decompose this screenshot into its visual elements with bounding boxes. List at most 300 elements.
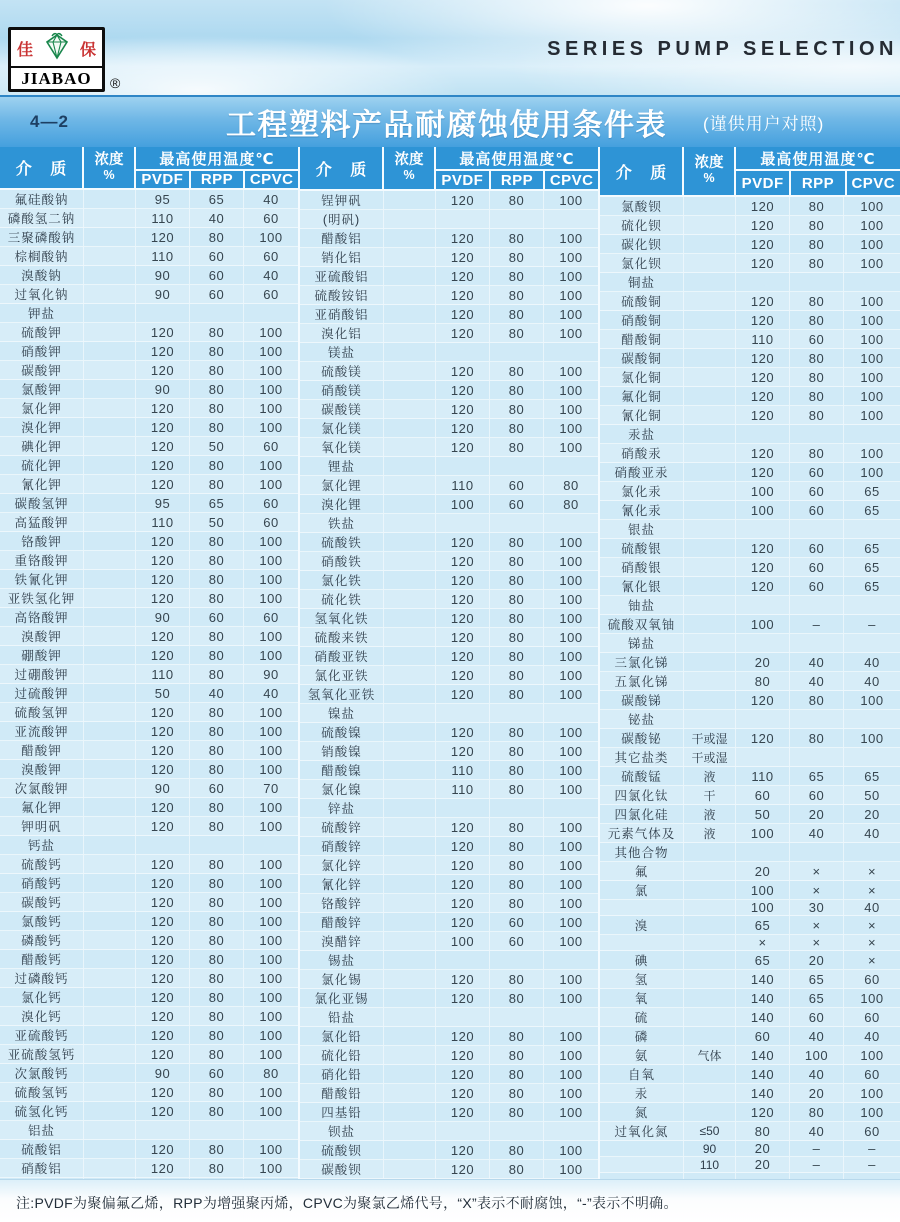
rpp-cell: 80 <box>190 760 244 778</box>
cpvc-cell: 100 <box>559 230 583 246</box>
table-row <box>300 742 598 761</box>
cpvc-cell: 100 <box>559 724 583 740</box>
concentration-cell <box>684 1084 736 1102</box>
concentration-cell <box>84 209 136 227</box>
concentration-cell <box>684 368 736 386</box>
pvdf-cell: 120 <box>136 437 190 455</box>
cpvc-cell: 100 <box>259 324 283 340</box>
pvdf-cell: 120 <box>736 691 790 709</box>
concentration-cell <box>684 1065 736 1083</box>
medium-cell: 硫酸锌 <box>300 818 384 836</box>
material-header-cpvc: CPVC <box>847 171 900 195</box>
concentration-cell <box>384 400 436 418</box>
pvdf-cell: 120 <box>436 191 490 209</box>
medium-cell: 氯化镍 <box>300 780 384 798</box>
rpp-cell: 100 <box>790 1046 844 1064</box>
rpp-cell: 80 <box>490 1141 544 1159</box>
cpvc-cell: × <box>867 863 877 879</box>
concentration-cell <box>684 539 736 557</box>
table-row <box>600 596 900 615</box>
material-header-rpp: RPP <box>791 171 844 195</box>
table-row <box>600 843 900 862</box>
rpp-cell: 80 <box>790 235 844 253</box>
pvdf-cell: 120 <box>736 368 790 386</box>
table-row <box>300 894 598 913</box>
logo-top-row <box>11 30 102 66</box>
table-row <box>600 951 900 970</box>
cpvc-cell <box>544 1122 598 1140</box>
pvdf-cell: 120 <box>436 1160 490 1178</box>
rpp-cell: 60 <box>490 913 544 931</box>
rpp-cell <box>490 1008 544 1026</box>
rpp-cell: 80 <box>490 1160 544 1178</box>
pvdf-cell: 120 <box>436 723 490 741</box>
table-row <box>0 817 298 836</box>
pvdf-cell: 120 <box>136 342 190 360</box>
cpvc-cell: 100 <box>259 913 283 929</box>
medium-cell: 硫 <box>600 1008 684 1026</box>
table-row <box>600 292 900 311</box>
page-header <box>0 0 900 95</box>
table-row <box>300 248 598 267</box>
concentration-cell <box>84 1045 136 1063</box>
medium-cell: 亚硫酸铝 <box>300 267 384 285</box>
rpp-cell <box>790 425 844 443</box>
table-row <box>0 437 298 456</box>
pvdf-cell: 120 <box>136 1159 190 1177</box>
cpvc-cell: × <box>867 952 877 968</box>
table-row <box>300 1008 598 1027</box>
pvdf-cell: 80 <box>736 1122 790 1140</box>
rpp-cell: 60 <box>790 1008 844 1026</box>
concentration-cell <box>84 342 136 360</box>
cpvc-cell: 100 <box>259 761 283 777</box>
table-row <box>300 875 598 894</box>
table-row <box>300 761 598 780</box>
concentration-cell <box>684 1008 736 1026</box>
table-row <box>600 254 900 273</box>
table-row <box>0 931 298 950</box>
medium-cell: 硝酸镁 <box>300 381 384 399</box>
medium-cell: 氰化汞 <box>600 501 684 519</box>
cpvc-cell: 100 <box>559 401 583 417</box>
table-row <box>0 684 298 703</box>
medium-cell: 氮 <box>600 1103 684 1121</box>
rpp-cell: 60 <box>790 558 844 576</box>
material-header-pvdf: PVDF <box>136 171 189 188</box>
cpvc-cell: 40 <box>263 267 279 283</box>
concentration-cell <box>84 589 136 607</box>
cpvc-cell: – <box>868 1157 876 1172</box>
rpp-cell: 80 <box>190 323 244 341</box>
pvdf-cell <box>736 634 790 652</box>
table-row <box>0 722 298 741</box>
concentration-cell <box>84 1140 136 1158</box>
pvdf-cell: 100 <box>736 482 790 500</box>
pvdf-cell: 120 <box>436 875 490 893</box>
pvdf-cell: 120 <box>436 419 490 437</box>
pvdf-cell: 120 <box>436 628 490 646</box>
cpvc-cell: 100 <box>259 1141 283 1157</box>
medium-cell: 氯化锡 <box>300 970 384 988</box>
cpvc-cell <box>544 210 598 228</box>
table-row <box>0 1064 298 1083</box>
rpp-cell: 60 <box>190 266 244 284</box>
rpp-cell: 80 <box>490 571 544 589</box>
rpp-cell <box>490 704 544 722</box>
pvdf-cell: 120 <box>136 817 190 835</box>
concentration-cell <box>84 228 136 246</box>
rpp-cell: 80 <box>490 267 544 285</box>
concentration-cell <box>384 514 436 532</box>
medium-cell: 过硫酸钾 <box>0 684 84 702</box>
medium-cell: (明矾) <box>300 210 384 228</box>
concentration-cell <box>384 685 436 703</box>
cpvc-cell: 65 <box>864 540 880 556</box>
pvdf-cell <box>736 520 790 538</box>
medium-cell: 次氯酸钙 <box>0 1064 84 1082</box>
page-subtitle: (谨供用户对照) <box>703 114 825 134</box>
table-row <box>600 1084 900 1103</box>
cpvc-cell: – <box>868 1141 876 1156</box>
medium-cell: 亚硝酸铝 <box>300 305 384 323</box>
pvdf-cell: 120 <box>436 267 490 285</box>
medium-cell: 钾明矾 <box>0 817 84 835</box>
pvdf-cell: 20 <box>736 1141 790 1156</box>
pvdf-cell: 100 <box>436 932 490 950</box>
table-row <box>600 710 900 729</box>
medium-cell: 铁盐 <box>300 514 384 532</box>
medium-cell: 高铬酸钾 <box>0 608 84 626</box>
concentration-header: 浓度 % <box>684 147 734 195</box>
rpp-cell: 60 <box>790 330 844 348</box>
concentration-cell <box>684 970 736 988</box>
medium-cell: 硫化铁 <box>300 590 384 608</box>
concentration-cell <box>684 653 736 671</box>
medium-cell: 硫酸铁 <box>300 533 384 551</box>
pvdf-cell: 95 <box>136 494 190 512</box>
cpvc-cell: 100 <box>559 1047 583 1063</box>
rpp-cell: 80 <box>490 552 544 570</box>
table-row <box>0 513 298 532</box>
concentration-cell <box>684 881 736 899</box>
concentration-header: 浓度 % <box>84 147 134 188</box>
medium-cell: 氟硅酸钠 <box>0 190 84 208</box>
medium-cell: 氧 <box>600 989 684 1007</box>
medium-cell: 氯化锂 <box>300 476 384 494</box>
pvdf-cell: 120 <box>436 970 490 988</box>
rpp-cell: 80 <box>790 406 844 424</box>
table-row <box>300 419 598 438</box>
concentration-cell <box>84 893 136 911</box>
rpp-cell <box>190 1121 244 1139</box>
cpvc-cell: 100 <box>559 838 583 854</box>
pvdf-cell: 120 <box>136 741 190 759</box>
rpp-cell: 80 <box>490 362 544 380</box>
concentration-cell <box>84 722 136 740</box>
cpvc-cell: 100 <box>259 856 283 872</box>
medium-cell: 硫酸镁 <box>300 362 384 380</box>
pvdf-cell: 120 <box>436 286 490 304</box>
rpp-cell: 20 <box>790 805 844 823</box>
concentration-cell <box>684 425 736 443</box>
rpp-cell: 60 <box>790 577 844 595</box>
concentration-cell <box>684 935 736 950</box>
medium-cell: 硫酸锰 <box>600 767 684 785</box>
rpp-cell: 80 <box>490 381 544 399</box>
concentration-cell <box>84 627 136 645</box>
concentration-cell <box>84 1007 136 1025</box>
pvdf-cell: 120 <box>436 685 490 703</box>
concentration-cell <box>84 1121 136 1139</box>
rpp-cell: 50 <box>190 513 244 531</box>
cpvc-cell <box>544 343 598 361</box>
medium-cell: 氯化铁 <box>300 571 384 589</box>
rpp-cell: 60 <box>490 495 544 513</box>
concentration-cell <box>684 273 736 291</box>
table-row <box>0 665 298 684</box>
medium-cell: 醋酸铅 <box>300 1084 384 1102</box>
concentration-cell <box>684 710 736 728</box>
material-header-rpp: RPP <box>491 171 544 189</box>
rpp-cell <box>490 343 544 361</box>
table-row <box>300 324 598 343</box>
rpp-cell <box>490 799 544 817</box>
concentration-cell <box>684 463 736 481</box>
table-row <box>600 786 900 805</box>
temperature-header: 最高使用温度℃ <box>736 147 900 169</box>
rpp-cell: 40 <box>790 653 844 671</box>
cpvc-cell: 100 <box>259 457 283 473</box>
rpp-cell: 80 <box>790 349 844 367</box>
medium-cell: 硫化钡 <box>600 216 684 234</box>
cpvc-cell: 100 <box>259 894 283 910</box>
concentration-cell <box>84 1083 136 1101</box>
medium-cell: 硫酸铝 <box>0 1140 84 1158</box>
rpp-cell: 80 <box>490 400 544 418</box>
pvdf-cell: 120 <box>136 1102 190 1120</box>
concentration-cell <box>384 381 436 399</box>
medium-cell: 硫酸双氧铀 <box>600 615 684 633</box>
rpp-cell: 40 <box>790 1027 844 1045</box>
cpvc-cell: 100 <box>559 914 583 930</box>
cpvc-cell: 100 <box>860 1085 884 1101</box>
pvdf-cell: 120 <box>436 894 490 912</box>
pvdf-cell: 120 <box>436 989 490 1007</box>
cpvc-cell: × <box>867 935 877 950</box>
concentration-cell <box>684 577 736 595</box>
rpp-cell: 80 <box>790 729 844 747</box>
concentration-cell <box>84 969 136 987</box>
table-row <box>600 444 900 463</box>
medium-cell: 氯化镁 <box>300 419 384 437</box>
cpvc-cell: 100 <box>259 704 283 720</box>
temperature-header-group <box>436 147 598 189</box>
table-group-body <box>300 191 598 1179</box>
table-row <box>0 1121 298 1140</box>
medium-cell: 过氧化氮 <box>600 1122 684 1140</box>
cpvc-cell: × <box>867 917 877 933</box>
rpp-cell: 80 <box>190 874 244 892</box>
cpvc-cell: 50 <box>864 787 880 803</box>
concentration-cell <box>84 836 136 854</box>
pvdf-cell: 120 <box>136 627 190 645</box>
concentration-cell <box>384 856 436 874</box>
medium-cell: 氯化汞 <box>600 482 684 500</box>
rpp-cell: 80 <box>490 1027 544 1045</box>
cpvc-cell: 70 <box>263 780 279 796</box>
table-row <box>300 1141 598 1160</box>
rpp-cell: 80 <box>490 191 544 209</box>
rpp-cell: 80 <box>190 969 244 987</box>
table-row <box>300 799 598 818</box>
rpp-cell: 80 <box>790 368 844 386</box>
medium-cell: 四基铅 <box>300 1103 384 1121</box>
rpp-cell: 65 <box>190 494 244 512</box>
medium-cell: 氯 <box>600 881 684 899</box>
cpvc-cell: 100 <box>559 857 583 873</box>
medium-cell <box>600 1157 684 1172</box>
rpp-cell: 60 <box>790 501 844 519</box>
rpp-cell: 80 <box>190 1102 244 1120</box>
pvdf-cell <box>436 343 490 361</box>
concentration-cell <box>384 571 436 589</box>
cpvc-cell: 60 <box>263 495 279 511</box>
table-row <box>0 361 298 380</box>
concentration-cell <box>684 235 736 253</box>
pvdf-cell: 100 <box>736 615 790 633</box>
cpvc-cell: 60 <box>263 210 279 226</box>
pvdf-cell: 120 <box>136 456 190 474</box>
table-row <box>600 1008 900 1027</box>
concentration-cell <box>684 634 736 652</box>
pvdf-cell: 120 <box>736 216 790 234</box>
table-row <box>600 1027 900 1046</box>
cpvc-cell <box>544 704 598 722</box>
pvdf-cell: 120 <box>136 570 190 588</box>
concentration-cell <box>384 438 436 456</box>
brand-name: JIABAO <box>11 66 102 89</box>
table-row <box>0 741 298 760</box>
pvdf-cell: 120 <box>136 399 190 417</box>
concentration-cell <box>84 1102 136 1120</box>
medium-cell: 溴醋锌 <box>300 932 384 950</box>
cpvc-cell: 100 <box>259 799 283 815</box>
cpvc-cell: 100 <box>860 407 884 423</box>
rpp-cell: 80 <box>790 1103 844 1121</box>
table-row <box>0 380 298 399</box>
rpp-cell: 80 <box>190 589 244 607</box>
rpp-cell: 80 <box>490 419 544 437</box>
table-row <box>600 425 900 444</box>
pvdf-cell: 110 <box>136 513 190 531</box>
pvdf-cell: 120 <box>436 1065 490 1083</box>
pvdf-cell: 120 <box>136 950 190 968</box>
concentration-cell <box>84 190 136 208</box>
medium-cell: 碳酸镁 <box>300 400 384 418</box>
concentration-cell <box>384 495 436 513</box>
pvdf-cell: 100 <box>736 501 790 519</box>
cpvc-cell: – <box>868 616 876 632</box>
diamond-icon <box>44 32 70 65</box>
concentration-cell <box>384 324 436 342</box>
pvdf-cell: 20 <box>736 862 790 880</box>
medium-cell: 亚硫酸氢钙 <box>0 1045 84 1063</box>
pvdf-cell: 120 <box>436 571 490 589</box>
rpp-cell: 80 <box>190 722 244 740</box>
table-row <box>600 311 900 330</box>
medium-cell: 自氧 <box>600 1065 684 1083</box>
concentration-cell <box>384 970 436 988</box>
medium-cell: 铅盐 <box>300 1008 384 1026</box>
medium-cell: 硝酸亚汞 <box>600 463 684 481</box>
cpvc-cell: 100 <box>259 552 283 568</box>
medium-cell: 醋酸钾 <box>0 741 84 759</box>
concentration-cell <box>384 362 436 380</box>
rpp-cell: 80 <box>490 1046 544 1064</box>
table-row <box>600 216 900 235</box>
rpp-cell: 80 <box>190 893 244 911</box>
pvdf-cell: 60 <box>736 1027 790 1045</box>
medium-cell: 其他合物 <box>600 843 684 861</box>
rpp-cell: 80 <box>190 1083 244 1101</box>
concentration-cell <box>84 399 136 417</box>
rpp-cell: 80 <box>190 1045 244 1063</box>
rpp-cell: 80 <box>490 248 544 266</box>
medium-cell: 醋酸钙 <box>0 950 84 968</box>
medium-cell: 硝酸铜 <box>600 311 684 329</box>
cpvc-cell <box>844 634 900 652</box>
concentration-cell <box>684 916 736 934</box>
pvdf-cell: 120 <box>136 931 190 949</box>
pvdf-cell: 120 <box>436 248 490 266</box>
concentration-cell <box>84 931 136 949</box>
registered-mark: ® <box>110 75 121 91</box>
cpvc-cell: 100 <box>559 1142 583 1158</box>
table-row <box>300 533 598 552</box>
medium-cell <box>600 935 684 950</box>
table-row <box>300 590 598 609</box>
pvdf-cell: 120 <box>136 703 190 721</box>
medium-cell: 氟化钾 <box>0 798 84 816</box>
cpvc-cell: 100 <box>259 533 283 549</box>
table-row <box>0 190 298 209</box>
rpp-cell: 80 <box>490 305 544 323</box>
table-row <box>300 1027 598 1046</box>
pvdf-cell: 110 <box>136 247 190 265</box>
cpvc-cell: 100 <box>259 590 283 606</box>
rpp-cell: × <box>790 862 844 880</box>
concentration-cell <box>384 305 436 323</box>
rpp-cell: 80 <box>490 286 544 304</box>
table-row <box>300 837 598 856</box>
table-row <box>300 704 598 723</box>
table-row <box>300 818 598 837</box>
medium-cell: 氢 <box>600 970 684 988</box>
concentration-cell <box>84 608 136 626</box>
cpvc-cell: 65 <box>864 502 880 518</box>
medium-cell: 醋酸铝 <box>300 229 384 247</box>
table-group-body <box>0 190 298 1196</box>
medium-cell: 铬酸锌 <box>300 894 384 912</box>
medium-cell: 铬酸钾 <box>0 532 84 550</box>
pvdf-cell: 120 <box>136 1007 190 1025</box>
rpp-cell: 80 <box>190 817 244 835</box>
cpvc-cell: 100 <box>559 971 583 987</box>
concentration-cell <box>684 596 736 614</box>
medium-cell: 锡盐 <box>300 951 384 969</box>
rpp-cell: 80 <box>190 646 244 664</box>
